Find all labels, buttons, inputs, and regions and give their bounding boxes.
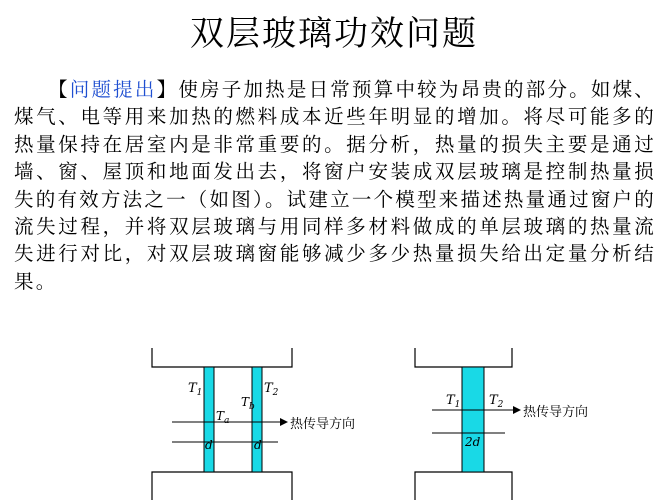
close-bracket: 】: [156, 78, 179, 101]
page-title: 双层玻璃功效问题: [190, 14, 478, 54]
bottom-wall-outline: [152, 472, 292, 500]
right-glass-pane: [252, 367, 262, 472]
label-d-left: d: [205, 438, 213, 452]
bottom-wall-outline-single: [415, 472, 512, 500]
label-2d: 2d: [465, 435, 481, 449]
single-glass-figure: [415, 348, 588, 500]
label-t2-single: $T_2$: [489, 393, 504, 410]
label-tb: $T_b$: [241, 395, 255, 412]
heat-direction-label-single: 热传导方向: [523, 405, 589, 420]
label-t2: $T_2$: [264, 381, 279, 398]
label-d-right: d: [254, 438, 262, 452]
label-t1-single: $T_1$: [446, 393, 461, 410]
left-glass-pane: [204, 367, 214, 472]
heat-direction-label: 热传导方向: [290, 417, 356, 432]
label-t1: $T_1$: [188, 381, 203, 398]
label-ta: $T_a$: [216, 409, 230, 426]
single-glass-pane: [462, 367, 484, 472]
top-wall-outline: [152, 348, 292, 367]
problem-body: 使房子加热是日常预算中较为昂贵的部分。如煤、煤气、电等用来加热的燃料成本近些年明显的增加。将尽可能多的热量保持在居室内是非常重要的。据分析，热量的损失主要是通过墙、窗、屋顶和地面发出去，将窗户安装成双层玻璃是控制热量损失的有效方法之一（如图）。试建立一个模型来描述热量通过窗户的流失过程，并将双层玻璃与用同样多材料做成的单层玻璃的热量流失进行对比，对双层玻璃窗能够减少多少热量损失给出定量分析结果。: [14, 78, 656, 293]
double-glass-figure: [152, 348, 355, 500]
problem-tag: 问题提出: [69, 78, 157, 101]
top-wall-outline-single: [415, 348, 512, 367]
open-bracket: 【: [48, 78, 70, 101]
